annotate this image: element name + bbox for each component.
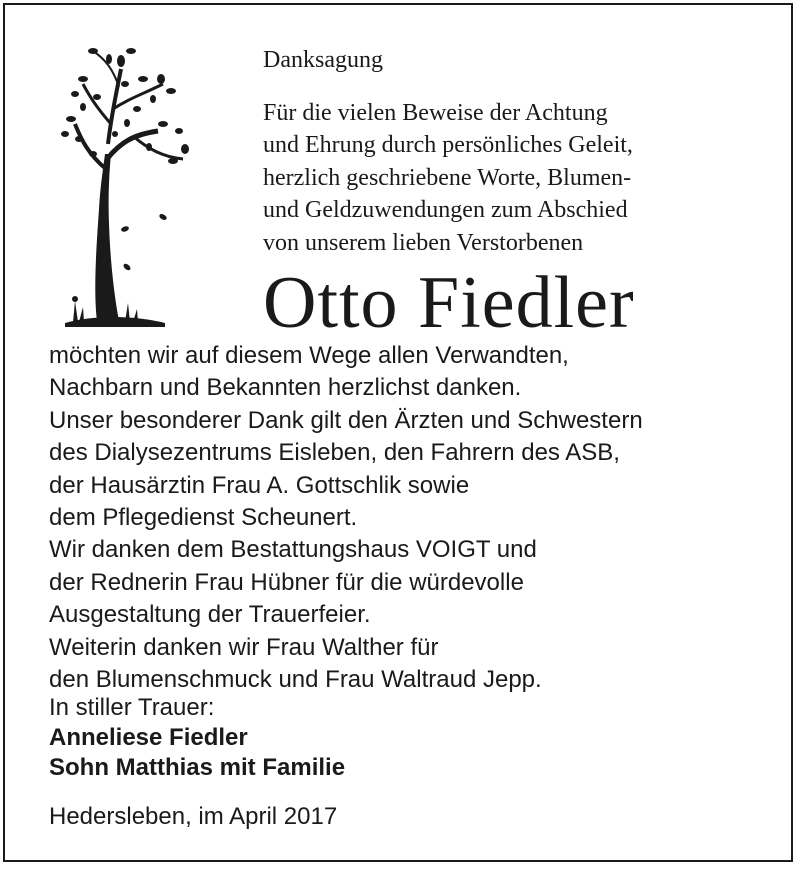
body-line: der Rednerin Frau Hübner für die würdevolle: [49, 568, 524, 596]
mourning-block: [49, 693, 345, 783]
body-line: dem Pflegedienst Scheunert.: [49, 504, 358, 532]
intro-line: und Geldzuwendungen zum Abschied: [263, 197, 628, 224]
body-line: Unser besonderer Dank gilt den Ärzten und Schwestern: [49, 406, 643, 434]
intro-line: herzlich geschriebene Worte, Blumen-: [263, 164, 632, 191]
mourner-name: Anneliese Fiedler: [49, 724, 248, 751]
obituary-notice: [3, 3, 793, 862]
intro-text: [263, 97, 633, 259]
mourner-name: Sohn Matthias mit Familie: [49, 754, 346, 781]
intro-line: von unserem lieben Verstorbenen: [263, 229, 584, 256]
intro-line: und Ehrung durch persönliches Geleit,: [263, 132, 633, 159]
body-line: den Blumenschmuck und Frau Waltraud Jepp.: [49, 666, 542, 694]
body-line: Ausgestaltung der Trauerfeier.: [49, 601, 371, 629]
body-line: der Hausärztin Frau A. Gottschlik sowie: [49, 471, 470, 499]
deceased-name: Otto Fiedler: [263, 262, 635, 344]
body-line: Nachbarn und Bekannten herzlichst danken.: [49, 374, 522, 402]
body-text: [49, 340, 643, 696]
place-date: Hedersleben, im April 2017: [49, 803, 338, 830]
body-line: Weiterin danken wir Frau Walther für: [49, 633, 439, 661]
heading: Danksagung: [263, 47, 383, 73]
intro-line: Für die vielen Beweise der Achtung: [263, 100, 608, 126]
mourning-intro: In stiller Trauer:: [49, 694, 215, 721]
tree-icon: [53, 39, 203, 329]
body-line: möchten wir auf diesem Wege allen Verwandten,: [49, 342, 569, 369]
body-line: des Dialysezentrums Eisleben, den Fahrern des ASB,: [49, 439, 620, 467]
body-line: Wir danken dem Bestattungshaus VOIGT und: [49, 536, 537, 564]
